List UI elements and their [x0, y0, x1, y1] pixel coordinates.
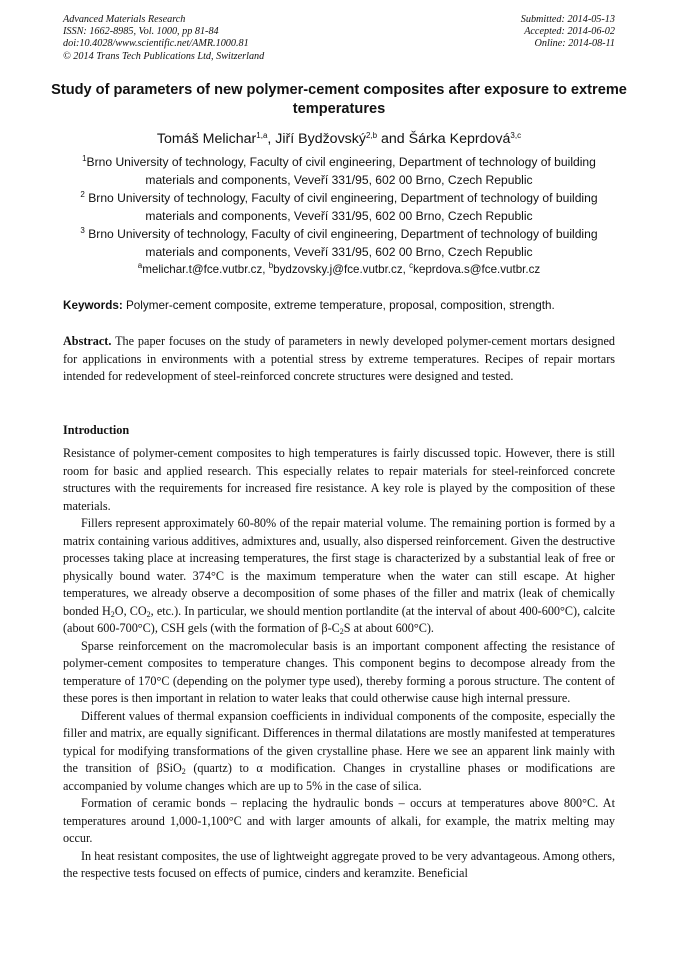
affiliation-text: Brno University of technology, Faculty of civil engineering, Department of technology of building materials and components, Veveří 331/95, 602 00 Brno, Czech Republic: [84, 227, 598, 259]
copyright: © 2014 Trans Tech Publications Ltd, Switzerland: [63, 50, 265, 62]
author-affiliation-mark: 1,a: [256, 131, 268, 140]
section-heading-introduction: Introduction: [63, 423, 130, 437]
abstract: [63, 333, 615, 386]
subscript: 2: [181, 767, 186, 776]
affiliation-mark: 2: [80, 190, 85, 199]
abstract-text: The paper focuses on the study of parameters in newly developed polymer-cement mortars designed for applications in environments with a potential stress by extreme temperatures. Recipes of repair mortars intended for redevelopment of steel-reinforced concrete structures were designed and tested.: [63, 334, 615, 383]
author-separator: ,: [267, 131, 276, 147]
author-name: Jiří Bydžovský: [275, 131, 366, 147]
email-address: bydzovsky.j@fce.vutbr.cz,: [273, 263, 410, 276]
abstract-label: Abstract.: [63, 334, 112, 348]
email-address: melichar.t@fce.vutbr.cz,: [142, 263, 269, 276]
author-separator: and: [377, 131, 409, 147]
paper-title: Study of parameters of new polymer-cement composites after exposure to extreme temperatures: [51, 82, 627, 117]
author-name: Šárka Keprdová: [408, 131, 511, 147]
paragraph: Sparse reinforcement on the macromolecular basis is an important component affecting the resistance of polymer-cement composites to temperature changes. This component begins to decompose already from the temperature of 170°C (depending on the polymer type used), thereby forming a porous structure. The content of these pores is then important in relation to water leaks that could otherwise cause high internal pressure.: [63, 638, 615, 705]
affiliation: [58, 226, 620, 261]
paragraph: [63, 708, 615, 796]
issn: ISSN: 1662-8985, Vol. 1000, pp 81-84: [63, 26, 219, 38]
publication-info: [63, 14, 363, 63]
online-date: Online: 2014-08-11: [534, 38, 615, 50]
paragraph-text: (quartz) to α modification. Changes in crystalline phases or modifications are accompanied by volume changes which are up to 5% in the case of silica.: [63, 761, 615, 793]
paragraph-text: , etc.). In particular, we should mention portlandite (at the interval of about 400-600°C), calcite (about 600-700°C), CSH gels (with the formation of β-C: [63, 603, 616, 635]
author-name: Tomáš Melichar: [156, 131, 257, 147]
paragraph-text: S at about 600°C).: [343, 621, 434, 635]
subscript: 2: [110, 609, 115, 619]
affiliation-mark: 3: [80, 226, 85, 235]
author-affiliation-mark: 2,b: [365, 131, 378, 140]
paragraph-text: Different values of thermal expansion coefficients in individual components of the composite, especially the filler and matrix, are equally significant. Differences in thermal dilatations are mostly manifested at temperatures typical for modifying transformations of the given crystalline phase. Here we see an apparent link mainly with the transition of βSiO: [63, 708, 615, 775]
keywords-text: Polymer-cement composite, extreme temperature, proposal, composition, strength.: [122, 299, 555, 312]
paragraph: [63, 515, 615, 638]
paragraph: Resistance of polymer-cement composites to high temperatures is fairly discussed topic. However, there is still room for basic and applied research. This especially relates to repair materials for steel-reinforced concrete structures with the requirements for increased fire resistance. A key role is played by the composition of these materials.: [63, 446, 615, 513]
keywords: [63, 298, 623, 314]
paragraph-text: O, CO: [114, 603, 147, 618]
paragraph: Formation of ceramic bonds – replacing the hydraulic bonds – occurs at temperatures above 800°C. At temperatures around 1,000-1,100°C and with larger amounts of alkali, for example, the matrix melting may occur.: [63, 796, 615, 845]
affiliation: [58, 154, 620, 189]
email-address: keprdova.s@fce.vutbr.cz: [413, 263, 541, 276]
email-mark: b: [268, 261, 274, 270]
affiliation-text: Brno University of technology, Faculty of civil engineering, Department of technology of building materials and components, Veveří 331/95, 602 00 Brno, Czech Republic: [84, 191, 598, 223]
keywords-label: Keywords:: [63, 299, 123, 312]
author-affiliation-mark: 3,c: [510, 131, 522, 140]
affiliation-mark: 1: [82, 154, 87, 163]
accepted-date: Accepted: 2014-06-02: [524, 26, 615, 38]
doi: doi:10.4028/www.scientific.net/AMR.1000.81: [63, 38, 249, 50]
journal-name: Advanced Materials Research: [63, 14, 186, 25]
email-mark: c: [409, 261, 414, 270]
subscript: 2: [339, 627, 344, 636]
paragraph: In heat resistant composites, the use of lightweight aggregate proved to be very advantageous. Among others, the respective tests focused on effects of pumice, cinders and keramzite. Beneficial: [63, 848, 615, 880]
author-list: [40, 130, 638, 148]
introduction-body: [63, 445, 615, 883]
paragraph-text: Fillers represent approximately 60-80% of the repair material volume. The remaining portion is formed by a matrix containing various additives, admixtures and, usually, also dispersed reinforcement. Given the destructive processes taking place at increasing temperatures, the first stage is characterized by a substantial leak of free or physically bound water. 374°C is the maximum temperature when the water can still escape. At higher temperatures, we already observe a decomposition of some phases of the filler and matrix (leak of chemically bonded H: [63, 516, 615, 618]
affiliation-text: Brno University of technology, Faculty of civil engineering, Department of technology of building materials and components, Veveří 331/95, 602 00 Brno, Czech Republic: [86, 155, 596, 187]
subscript: 2: [146, 609, 151, 619]
email-mark: a: [137, 261, 143, 270]
author-emails: [50, 262, 628, 278]
submitted-date: Submitted: 2014-05-13: [520, 14, 615, 25]
publication-dates: [365, 14, 615, 51]
affiliation: [58, 190, 620, 225]
